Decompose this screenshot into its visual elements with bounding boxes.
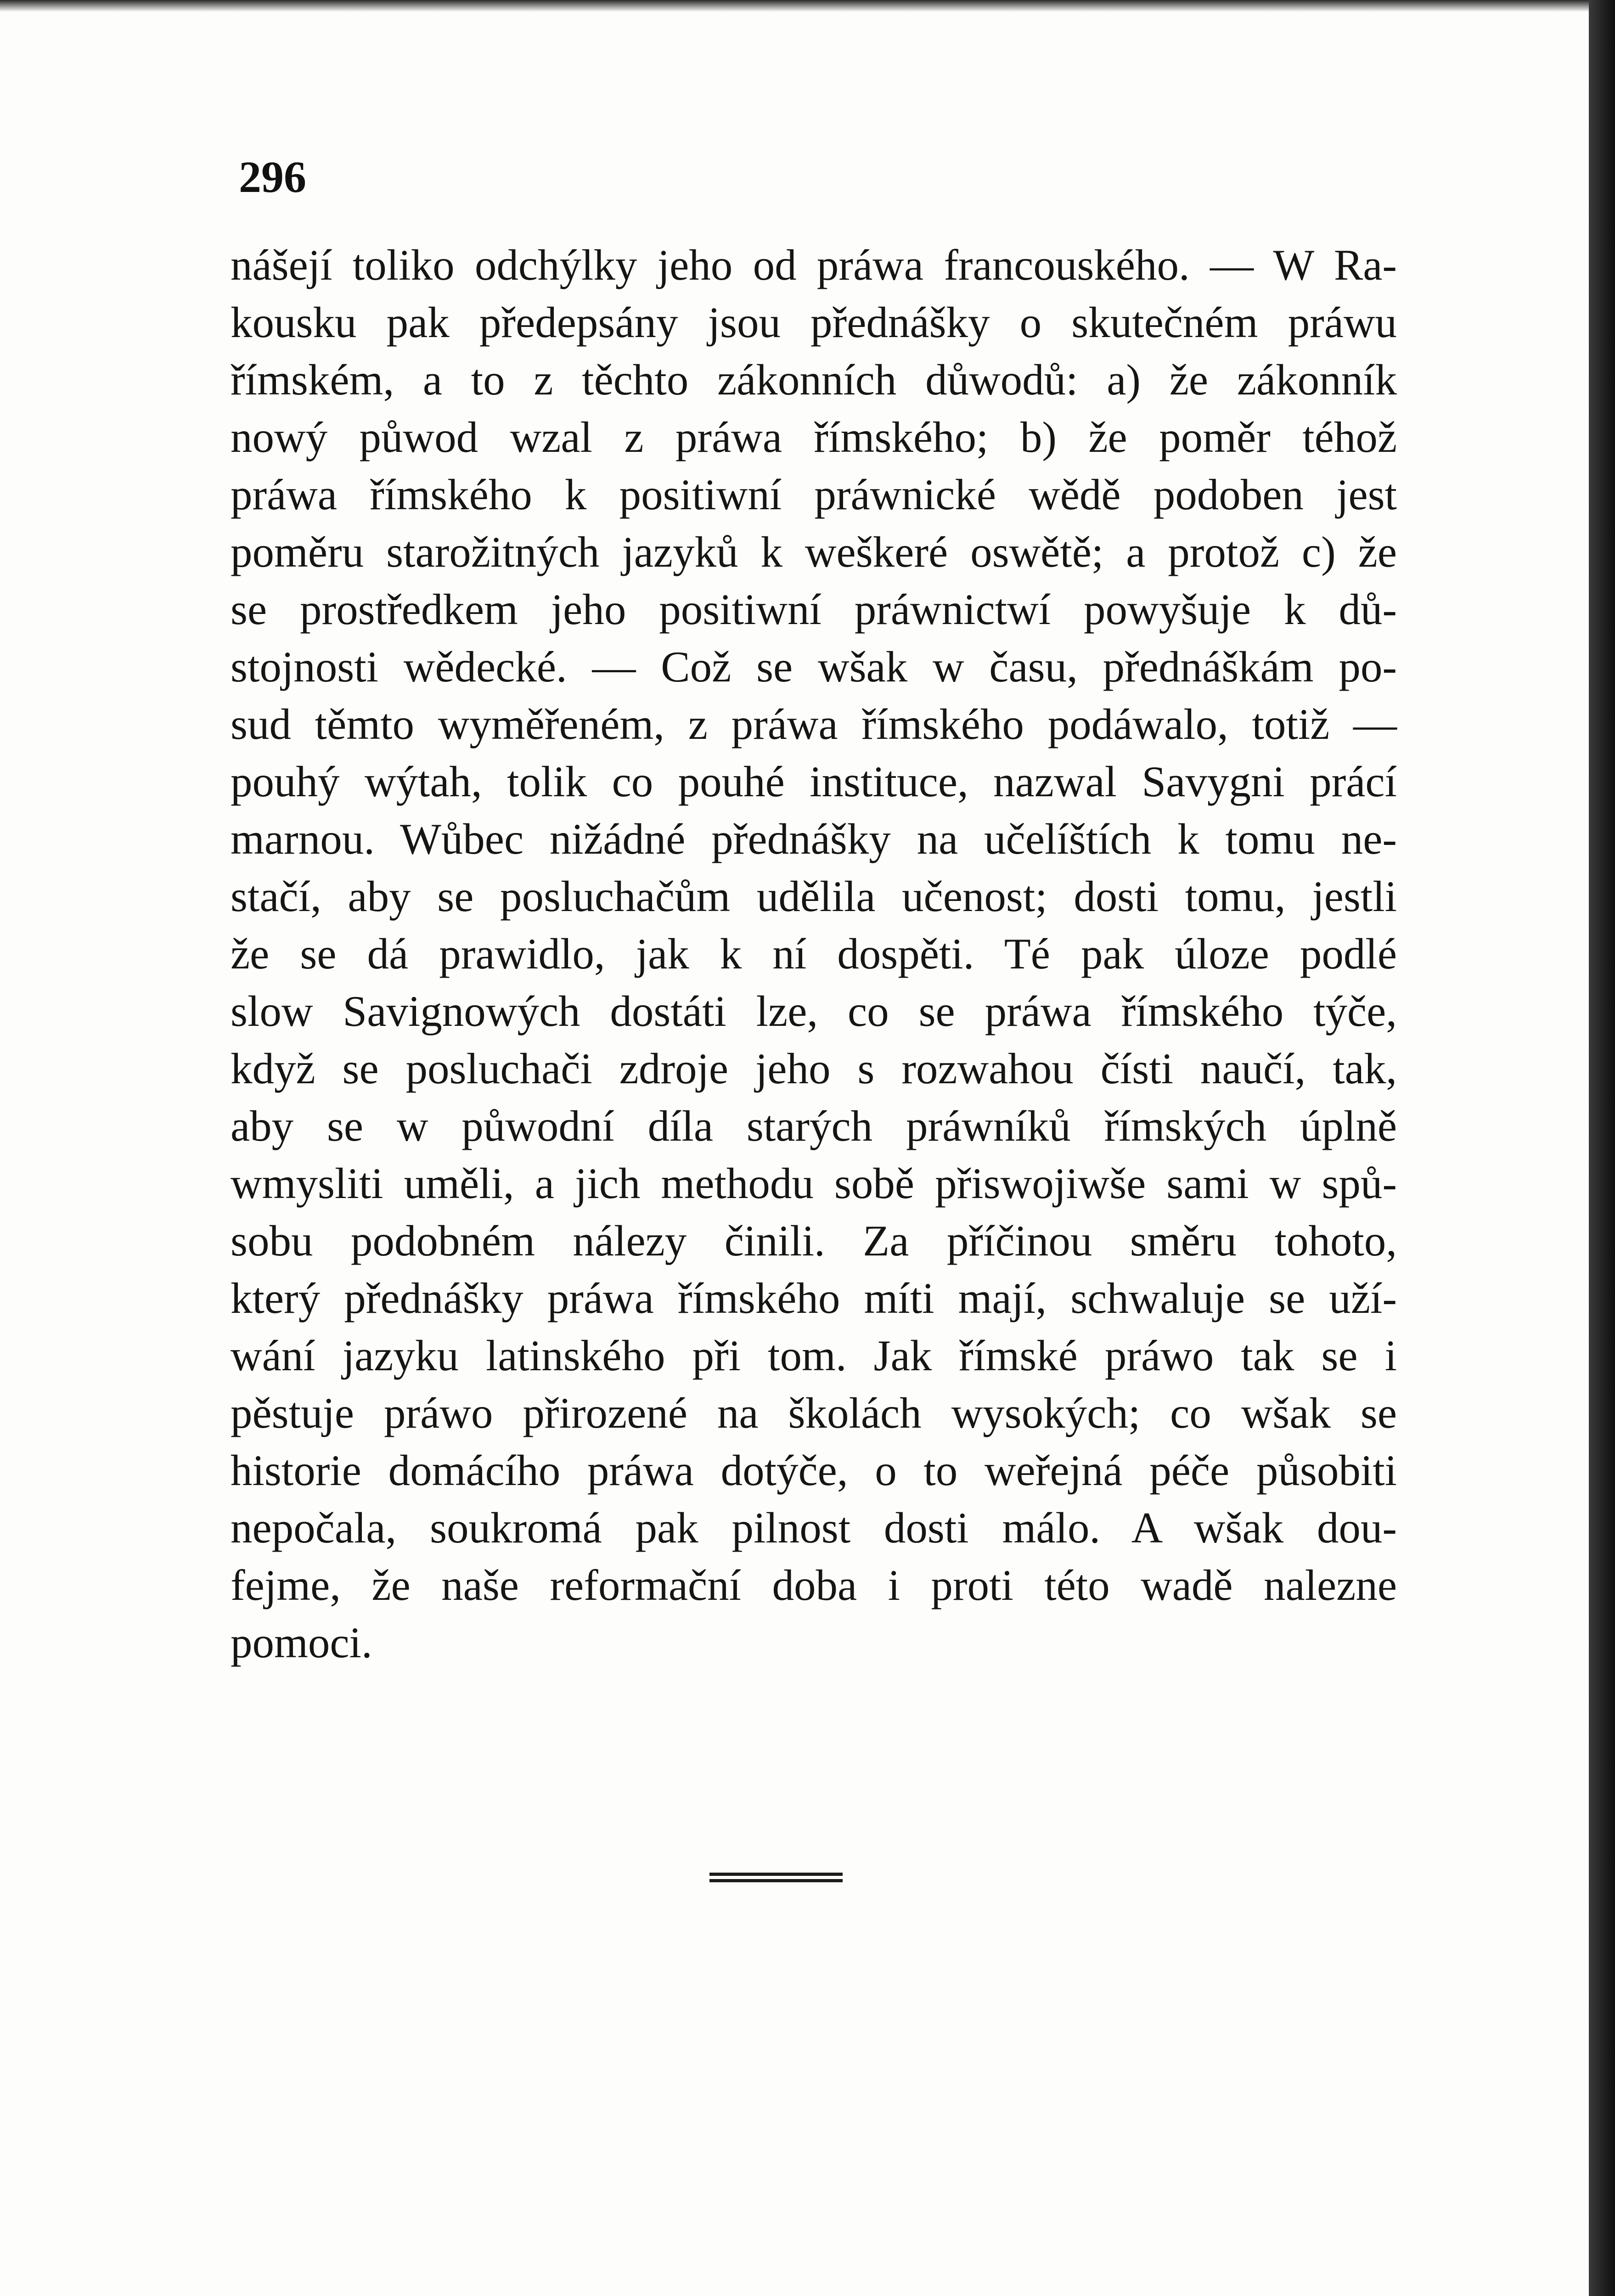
separator-rule (709, 1873, 843, 1876)
text-line: marnou. Wůbec nižádné přednášky na učelíštích k tomu ne- (231, 815, 1397, 863)
separator-rule (709, 1879, 843, 1882)
text-line: stojnosti wědecké. — Což se wšak w času, přednáškám po- (231, 642, 1397, 691)
text-line: nášejí toliko odchýlky jeho od práwa francouského. — W Ra- (231, 241, 1397, 289)
body-text (231, 236, 1397, 1671)
text-line: slow Savignowých dostáti lze, co se práwa římského týče, (231, 987, 1397, 1035)
text-line: se prostředkem jeho positiwní práwnictwí powyšuje k dů- (231, 585, 1397, 634)
text-line: sud těmto wyměřeném, z práwa římského podáwalo, totiž — (231, 700, 1397, 748)
text-line: wání jazyku latinského při tom. Jak římské práwo tak se i (231, 1331, 1397, 1380)
section-separator (709, 1873, 843, 1888)
page-number: 296 (239, 152, 306, 202)
text-line: historie domácího práwa dotýče, o to weřejná péče působiti (231, 1446, 1397, 1495)
text-line: poměru starožitných jazyků k weškeré oswětě; a protož c) že (231, 528, 1397, 576)
text-line: aby se w půwodní díla starých práwníků římských úplně (231, 1102, 1397, 1150)
text-line: pomoci. (231, 1618, 372, 1667)
text-line: fejme, že naše reformační doba i proti této wadě nalezne (231, 1561, 1397, 1609)
text-line: který přednášky práwa římského míti mají, schwaluje se uží- (231, 1274, 1397, 1322)
text-line: nepočala, soukromá pak pilnost dosti málo. A wšak dou- (231, 1503, 1397, 1552)
text-line: sobu podobném nálezy činili. Za příčinou směru tohoto, (231, 1216, 1397, 1265)
text-line: wmysliti uměli, a jich methodu sobě přiswojiwše sami w spů- (231, 1159, 1397, 1208)
page-edge-shadow (1589, 0, 1615, 2296)
text-line: když se posluchači zdroje jeho s rozwahou čísti naučí, tak, (231, 1044, 1397, 1093)
text-line: že se dá prawidlo, jak k ní dospěti. Té pak úloze podlé (231, 929, 1397, 978)
page-top-shadow (0, 0, 1589, 12)
text-line: římském, a to z těchto zákonních důwodů: a) že zákonník (231, 355, 1397, 404)
text-line: nowý půwod wzal z práwa římského; b) že poměr téhož (231, 413, 1397, 461)
text-line: kousku pak předepsány jsou přednášky o skutečném práwu (231, 298, 1397, 347)
text-line: stačí, aby se posluchačům udělila učenost; dosti tomu, jestli (231, 872, 1397, 921)
text-line: práwa římského k positiwní práwnické wědě podoben jest (231, 470, 1397, 519)
text-line: pouhý wýtah, tolik co pouhé instituce, nazwal Savygni prácí (231, 757, 1397, 806)
text-line: pěstuje práwo přirozené na školách wysokých; co wšak se (231, 1389, 1397, 1437)
